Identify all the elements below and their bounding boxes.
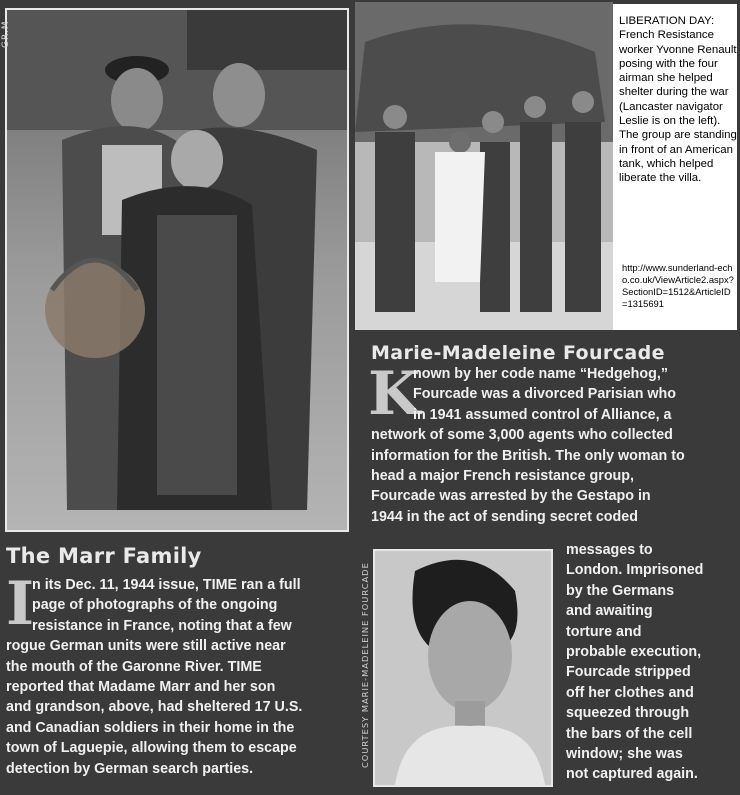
text-line: resistance in France, noting that a few (32, 617, 292, 634)
fourcade-dropcap: K (368, 359, 421, 429)
text-line: window; she was (566, 746, 683, 763)
text-line: detection by German search parties. (6, 760, 254, 777)
text-line: by the Germans (566, 582, 675, 599)
source-url: http://www.sunderland-echo.co.uk/ViewArticle2.aspx?SectionID=1512&ArticleID=1315691 (622, 262, 734, 309)
text-line: Fourcade stripped (566, 664, 691, 681)
text-line: 1944 in the act of sending secret coded (371, 508, 638, 525)
text-line: messages to (566, 542, 653, 558)
liberation-caption: LIBERATION DAY: French Resistance worker Yvonne Renault posing with the four airman she helped shelter during the war (Lancaster navigator Leslie is on the left). The group are standing in front of an American tank, which helped liberate the villa. (619, 15, 737, 185)
text-line: nown by her code name “Hedgehog,” (413, 366, 668, 382)
marr-family-photo (5, 8, 349, 532)
fourcade-heading: Marie-Madeleine Fourcade (371, 342, 665, 364)
text-line: page of photographs of the ongoing (32, 597, 278, 614)
fourcade-portrait (373, 549, 553, 787)
text-line: Fourcade was a divorced Parisian who (413, 386, 676, 403)
text-line: the mouth of the Garonne River. TIME (6, 658, 262, 675)
text-line: London. Imprisoned (566, 562, 704, 579)
text-line: the bars of the cell (566, 725, 693, 742)
text-line: and Canadian soldiers in their home in the (6, 719, 295, 736)
text-line: not captured again. (566, 766, 698, 783)
text-line: and awaiting (566, 603, 653, 620)
text-line: town of Laguepie, allowing them to escape (6, 740, 297, 757)
fourcade-text-top (371, 364, 685, 527)
marr-text (6, 569, 303, 779)
portrait-credit: COURTESY MARIE-MADELEINE FOURCADE (360, 562, 370, 768)
text-line: n its Dec. 11, 1944 issue, TIME ran a full (32, 577, 301, 593)
text-line: torture and (566, 623, 642, 640)
text-line: and grandson, above, had sheltered 17 U.S. (6, 699, 303, 716)
fourcade-text-side (566, 540, 703, 785)
liberation-day-photo (355, 2, 613, 330)
text-line: probable execution, (566, 644, 702, 661)
text-line: head a major French resistance group, (371, 468, 634, 485)
text-line: Fourcade was arrested by the Gestapo in (371, 488, 651, 505)
text-line: reported that Madame Marr and her son (6, 679, 276, 696)
marr-heading: The Marr Family (6, 544, 202, 568)
text-line: squeezed through (566, 705, 690, 722)
text-line: in 1941 assumed control of Alliance, a (413, 406, 672, 423)
text-line: rogue German units were still active near (6, 638, 286, 655)
marr-dropcap: I (6, 569, 35, 639)
text-line: information for the British. The only woman to (371, 447, 685, 464)
text-line: off her clothes and (566, 684, 694, 701)
text-line: network of some 3,000 agents who collected (371, 427, 673, 444)
photo-side-credit: GR.M (1, 20, 11, 48)
